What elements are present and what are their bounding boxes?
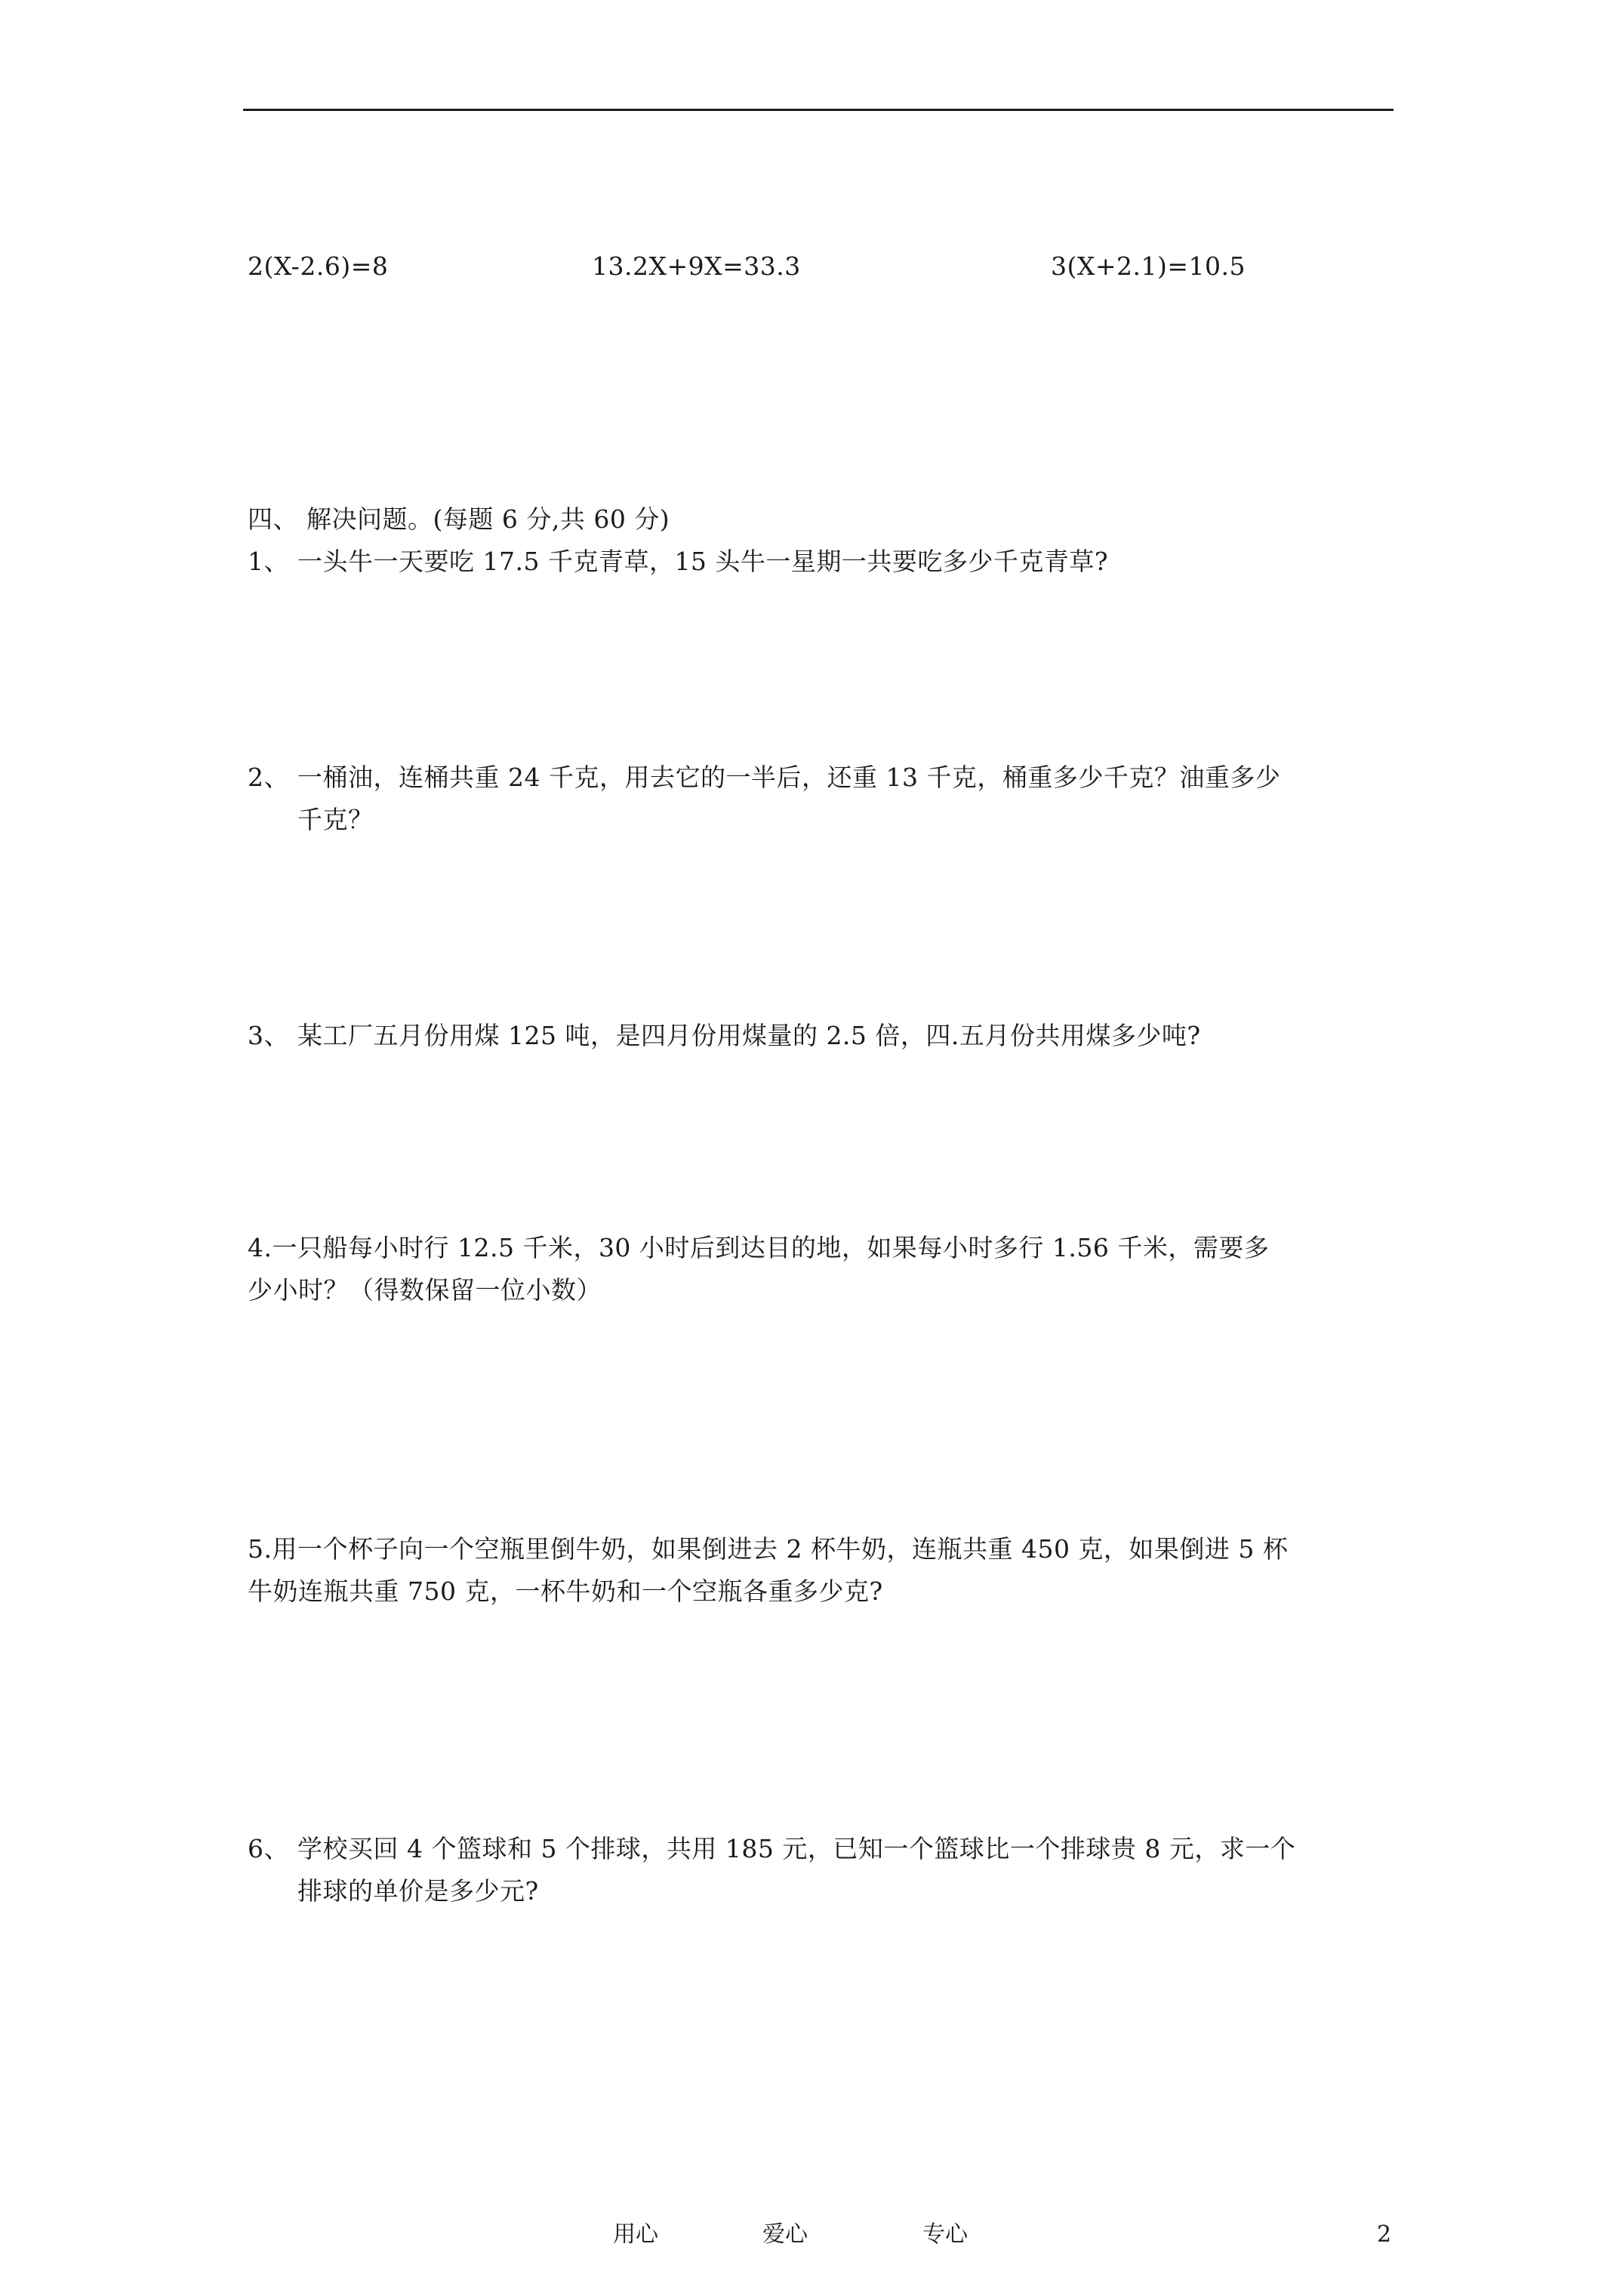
question-2-continuation: 千克？	[297, 805, 374, 834]
question-6-continuation: 排球的单价是多少元?	[297, 1876, 539, 1906]
question-5-continuation: 牛奶连瓶共重 750 克，一杯牛奶和一个空瓶各重多少克?	[248, 1576, 883, 1606]
section-title: 四、 解决问题。(每题 6 分,共 60 分)	[248, 504, 670, 534]
question-5: 5.用一个杯子向一个空瓶里倒牛奶，如果倒进去 2 杯牛奶，连瓶共重 450 克，如果倒进 5 杯	[248, 1534, 1289, 1564]
equation-1: 2(X-2.6)=8	[248, 251, 389, 281]
footer-item-yongxin: 用心	[613, 2221, 658, 2248]
question-3: 3、 某工厂五月份用煤 125 吨，是四月份用煤量的 2.5 倍，四.五月份共用煤多少吨?	[248, 1021, 1201, 1050]
question-4: 4.一只船每小时行 12.5 千米，30 小时后到达目的地，如果每小时多行 1.56 千米，需要多	[248, 1233, 1270, 1262]
equation-3: 3(X+2.1)=10.5	[1051, 251, 1246, 281]
footer-item-aixin: 爱心	[762, 2221, 808, 2248]
footer-item-zhuanxin: 专心	[922, 2221, 968, 2248]
question-6: 6、 学校买回 4 个篮球和 5 个排球，共用 185 元，已知一个篮球比一个排球贵 8 元，求一个	[248, 1834, 1296, 1863]
header-rule	[243, 109, 1394, 111]
equation-2: 13.2X+9X=33.3	[592, 251, 801, 281]
question-1: 1、 一头牛一天要吃 17.5 千克青草，15 头牛一星期一共要吃多少千克青草?	[248, 547, 1109, 576]
question-2: 2、 一桶油，连桶共重 24 千克，用去它的一半后，还重 13 千克，桶重多少千克？油重多少	[248, 763, 1281, 792]
question-4-continuation: 少小时？（得数保留一位小数）	[248, 1275, 602, 1305]
page-number: 2	[1377, 2221, 1392, 2248]
